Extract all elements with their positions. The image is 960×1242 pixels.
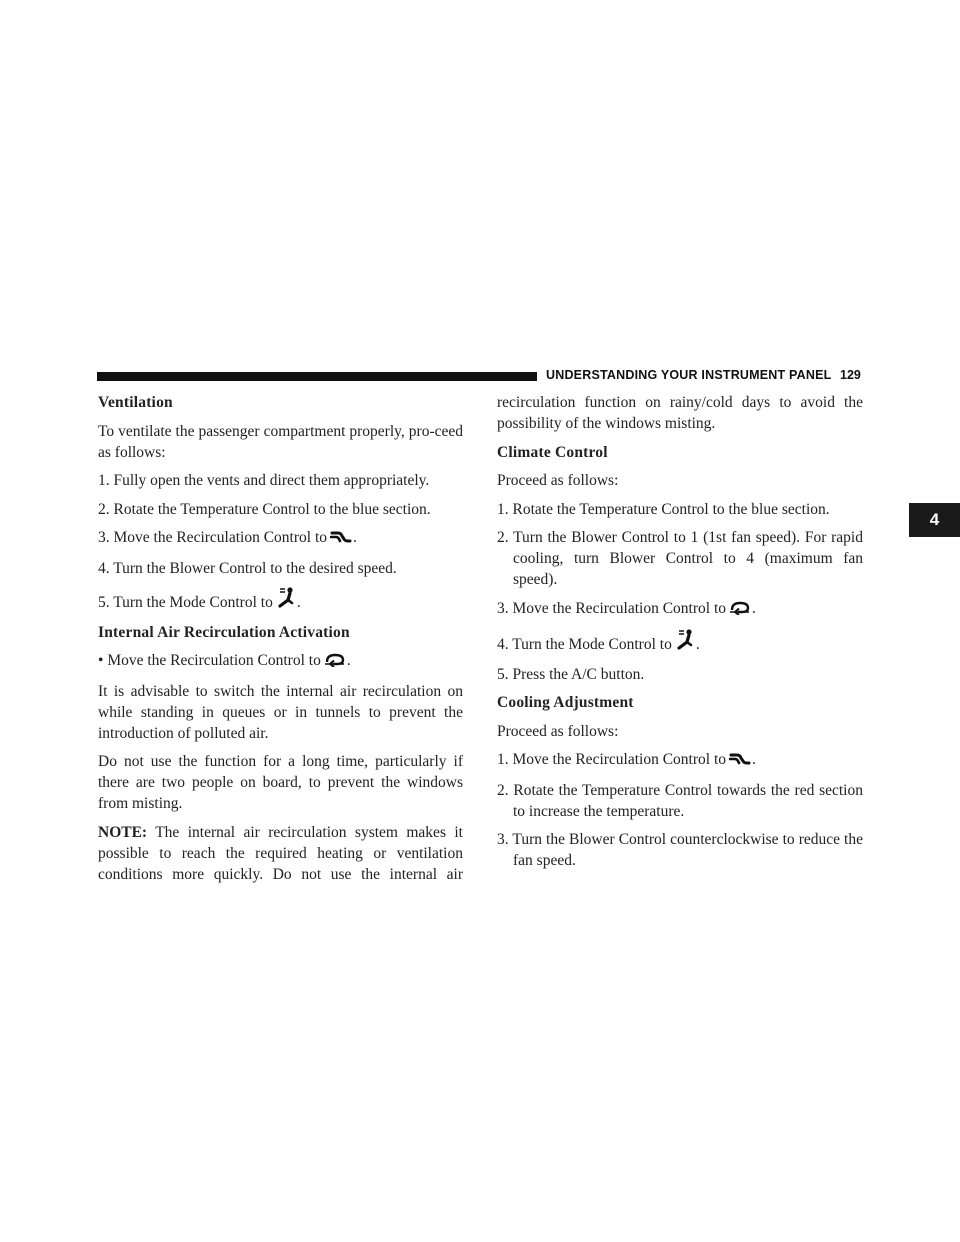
vent-step-1: 1. Fully open the vents and direct them appropriately. — [98, 472, 430, 489]
page-number: 129 — [840, 368, 861, 382]
cooling-intro: Proceed as follows: — [497, 722, 619, 740]
recirc-warning-paragraph: Do not use the function for a long time, particularly if there are two people on board, to prevent the windows from misting. — [98, 753, 463, 812]
chapter-tab: 4 — [909, 503, 960, 537]
recirculation-icon — [324, 652, 346, 673]
note-text: The internal air recirculation system makes it possible to reach the required heating or ventilation conditions more quickly. Do not use the internal air — [98, 823, 463, 883]
recirc-bullet-text: Move the Recirculation Control to — [107, 652, 321, 669]
vent-step-5 — [98, 586, 463, 614]
recirculation-icon — [729, 600, 751, 621]
note-paragraph — [98, 822, 463, 885]
header-rule — [97, 372, 537, 381]
vent-step-5-period: . — [296, 594, 301, 611]
vent-step-3-period: . — [353, 529, 357, 546]
vent-step-4: 4. Turn the Blower Control to the desired speed. — [98, 559, 397, 577]
right-column — [497, 392, 863, 879]
climate-step-3 — [497, 598, 863, 621]
vent-step-5-text: 5. Turn the Mode Control to — [98, 594, 273, 611]
note-label: NOTE: — [98, 823, 148, 841]
climate-control-heading: Climate Control — [497, 443, 608, 461]
climate-step-5: 5. Press the A/C button. — [497, 665, 645, 683]
panel-vent-mode-icon — [276, 586, 296, 614]
cooling-adjustment-heading: Cooling Adjustment — [497, 694, 634, 711]
climate-step-4-text: 4. Turn the Mode Control to — [497, 636, 672, 653]
climate-step-1: 1. Rotate the Temperature Control to the blue section. — [497, 500, 830, 518]
vent-step-3 — [98, 527, 463, 550]
ventilation-heading: Ventilation — [98, 394, 173, 411]
climate-intro: Proceed as follows: — [497, 472, 619, 489]
climate-step-2: 2. Turn the Blower Control to 1 (1st fan speed). For rapid cooling, turn Blower Control to 4 (maximum fan speed). — [497, 529, 863, 588]
continued-note-text: recirculation function on rainy/cold days to avoid the possibility of the windows misting. — [497, 394, 863, 432]
recirculation-heading: Internal Air Recirculation Activation — [98, 623, 350, 641]
outside-air-icon — [330, 529, 352, 550]
running-header-title: UNDERSTANDING YOUR INSTRUMENT PANEL — [546, 368, 832, 382]
recirc-bullet — [98, 650, 463, 673]
cooling-step-3: 3. Turn the Blower Control counterclockwise to reduce the fan speed. — [497, 831, 863, 869]
panel-vent-mode-icon — [675, 628, 695, 656]
ventilation-intro: To ventilate the passenger compartment properly, pro-ceed as follows: — [98, 422, 463, 461]
left-column — [98, 392, 463, 892]
recirc-advice-paragraph: It is advisable to switch the internal air recirculation on while standing in queues or in tunnels to prevent the introduction of polluted air. — [98, 682, 463, 742]
vent-step-2: 2. Rotate the Temperature Control to the blue section. — [98, 500, 431, 518]
vent-step-3-text: 3. Move the Recirculation Control to — [98, 529, 328, 546]
cooling-step-1 — [497, 749, 863, 772]
climate-step-3-period: . — [752, 599, 756, 617]
bullet-mark: • — [98, 652, 104, 669]
outside-air-icon — [729, 751, 751, 772]
climate-step-4 — [497, 628, 863, 656]
cooling-step-1-period: . — [752, 751, 756, 768]
climate-step-3-text: 3. Move the Recirculation Control to — [497, 599, 727, 617]
climate-step-4-period: . — [695, 636, 700, 653]
cooling-step-2: 2. Rotate the Temperature Control towards the red section to increase the temperature. — [497, 781, 863, 820]
cooling-step-1-text: 1. Move the Recirculation Control to — [497, 751, 727, 768]
recirc-bullet-period: . — [346, 652, 351, 669]
